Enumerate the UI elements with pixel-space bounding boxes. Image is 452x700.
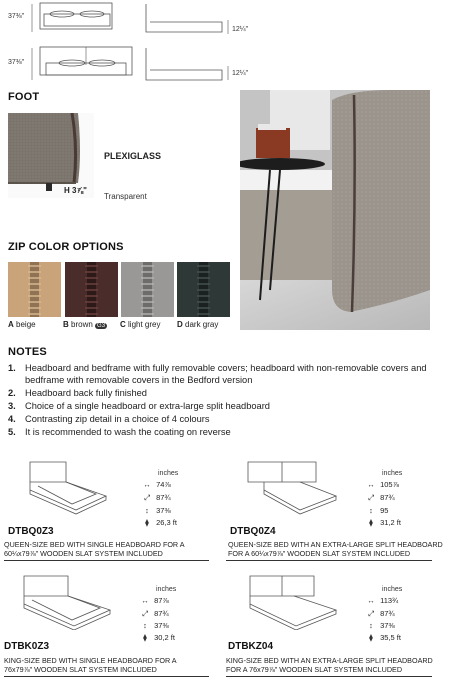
bed-drawing [26,460,112,516]
height-icon: ↕ [145,506,149,515]
volume-icon: ⧫ [145,518,149,527]
bed-drawing [246,574,346,630]
product-desc: KING-SIZE BED WITH SINGLE HEADBOARD FOR A 76x79⅞" WOODEN SLAT SYSTEM INCLUDED [4,656,177,674]
product-desc: KING-SIZE BED WITH AN EXTRA-LARGE SPLIT HEADBOARD FOR A 76x79⅞" WOODEN SLAT SYSTEM INCLUDED [226,656,433,674]
notes-title: NOTES [8,346,47,358]
foot-height-label: H 3⅞" [64,186,87,195]
row1-side-label: 12¼" [232,26,249,33]
depth-icon: ⤢ [142,609,148,618]
zip-label-a: A beige [8,320,36,329]
note-item: 5. It is recommended to wash the coating on reverse [8,427,231,437]
product-code: DTBK0Z3 [4,641,50,652]
zip-label-b: B brown G3 [63,320,106,329]
zip-swatch-brown [65,262,118,317]
zip-swatch-light-grey [121,262,174,317]
divider [226,560,432,561]
depth-icon: ⤢ [144,493,150,502]
product-desc: QUEEN-SIZE BED WITH AN EXTRA-LARGE SPLIT HEADBOARD FOR A 60¼x79⅞" WOODEN SLAT SYSTEM INCLUDED [228,540,443,558]
bed-front-side-drawings [0,0,452,85]
depth-icon: ⤢ [368,609,374,618]
zip-swatch-dark-gray [177,262,230,317]
divider [4,676,209,677]
depth-icon: ⤢ [368,493,374,502]
foot-title: FOOT [8,91,40,103]
product-desc: QUEEN-SIZE BED WITH SINGLE HEADBOARD FOR A 60¼x79⅞" WOODEN SLAT SYSTEM INCLUDED [4,540,185,558]
zip-swatch-beige [8,262,61,317]
divider [226,676,432,677]
volume-icon: ⧫ [369,633,373,642]
bed-drawing [20,574,116,630]
note-item: 3. Choice of a single headboard or extra-large split headboard [8,401,270,411]
product-code: DTBQ0Z4 [230,526,276,537]
width-icon: ↔ [143,480,151,489]
zip-label-c: C light grey [120,320,161,329]
zip-title: ZIP COLOR OPTIONS [8,241,124,253]
divider [4,560,209,561]
width-icon: ↔ [141,596,149,605]
foot-finish: Transparent [104,192,147,201]
width-icon: ↔ [367,480,375,489]
bed-drawing [244,460,344,516]
height-icon: ↕ [143,621,147,630]
note-item: 2. Headboard back fully finished [8,388,147,398]
product-code: DTBKZ04 [228,641,274,652]
row2-height-label: 37⅜" [8,59,25,66]
note-item: 4. Contrasting zip detail in a choice of 4 colours [8,414,210,424]
g3-badge: G3 [97,323,106,329]
width-icon: ↔ [367,596,375,605]
row1-height-label: 37⅜" [8,13,25,20]
notes-list [8,362,428,439]
row2-side-label: 12¼" [232,70,249,77]
bedroom-image [240,90,430,330]
product-code: DTBQ0Z3 [8,526,54,537]
volume-icon: ⧫ [369,518,373,527]
height-icon: ↕ [369,621,373,630]
zip-label-d: D dark gray [177,320,219,329]
room-photo [240,90,430,330]
note-item: 1. Headboard and bedframe with fully removable covers; headboard with non-removable covers and bedframe with removable covers in the Bedford version [8,363,427,385]
height-icon: ↕ [369,506,373,515]
volume-icon: ⧫ [143,633,147,642]
foot-name: PLEXIGLASS [104,151,162,161]
